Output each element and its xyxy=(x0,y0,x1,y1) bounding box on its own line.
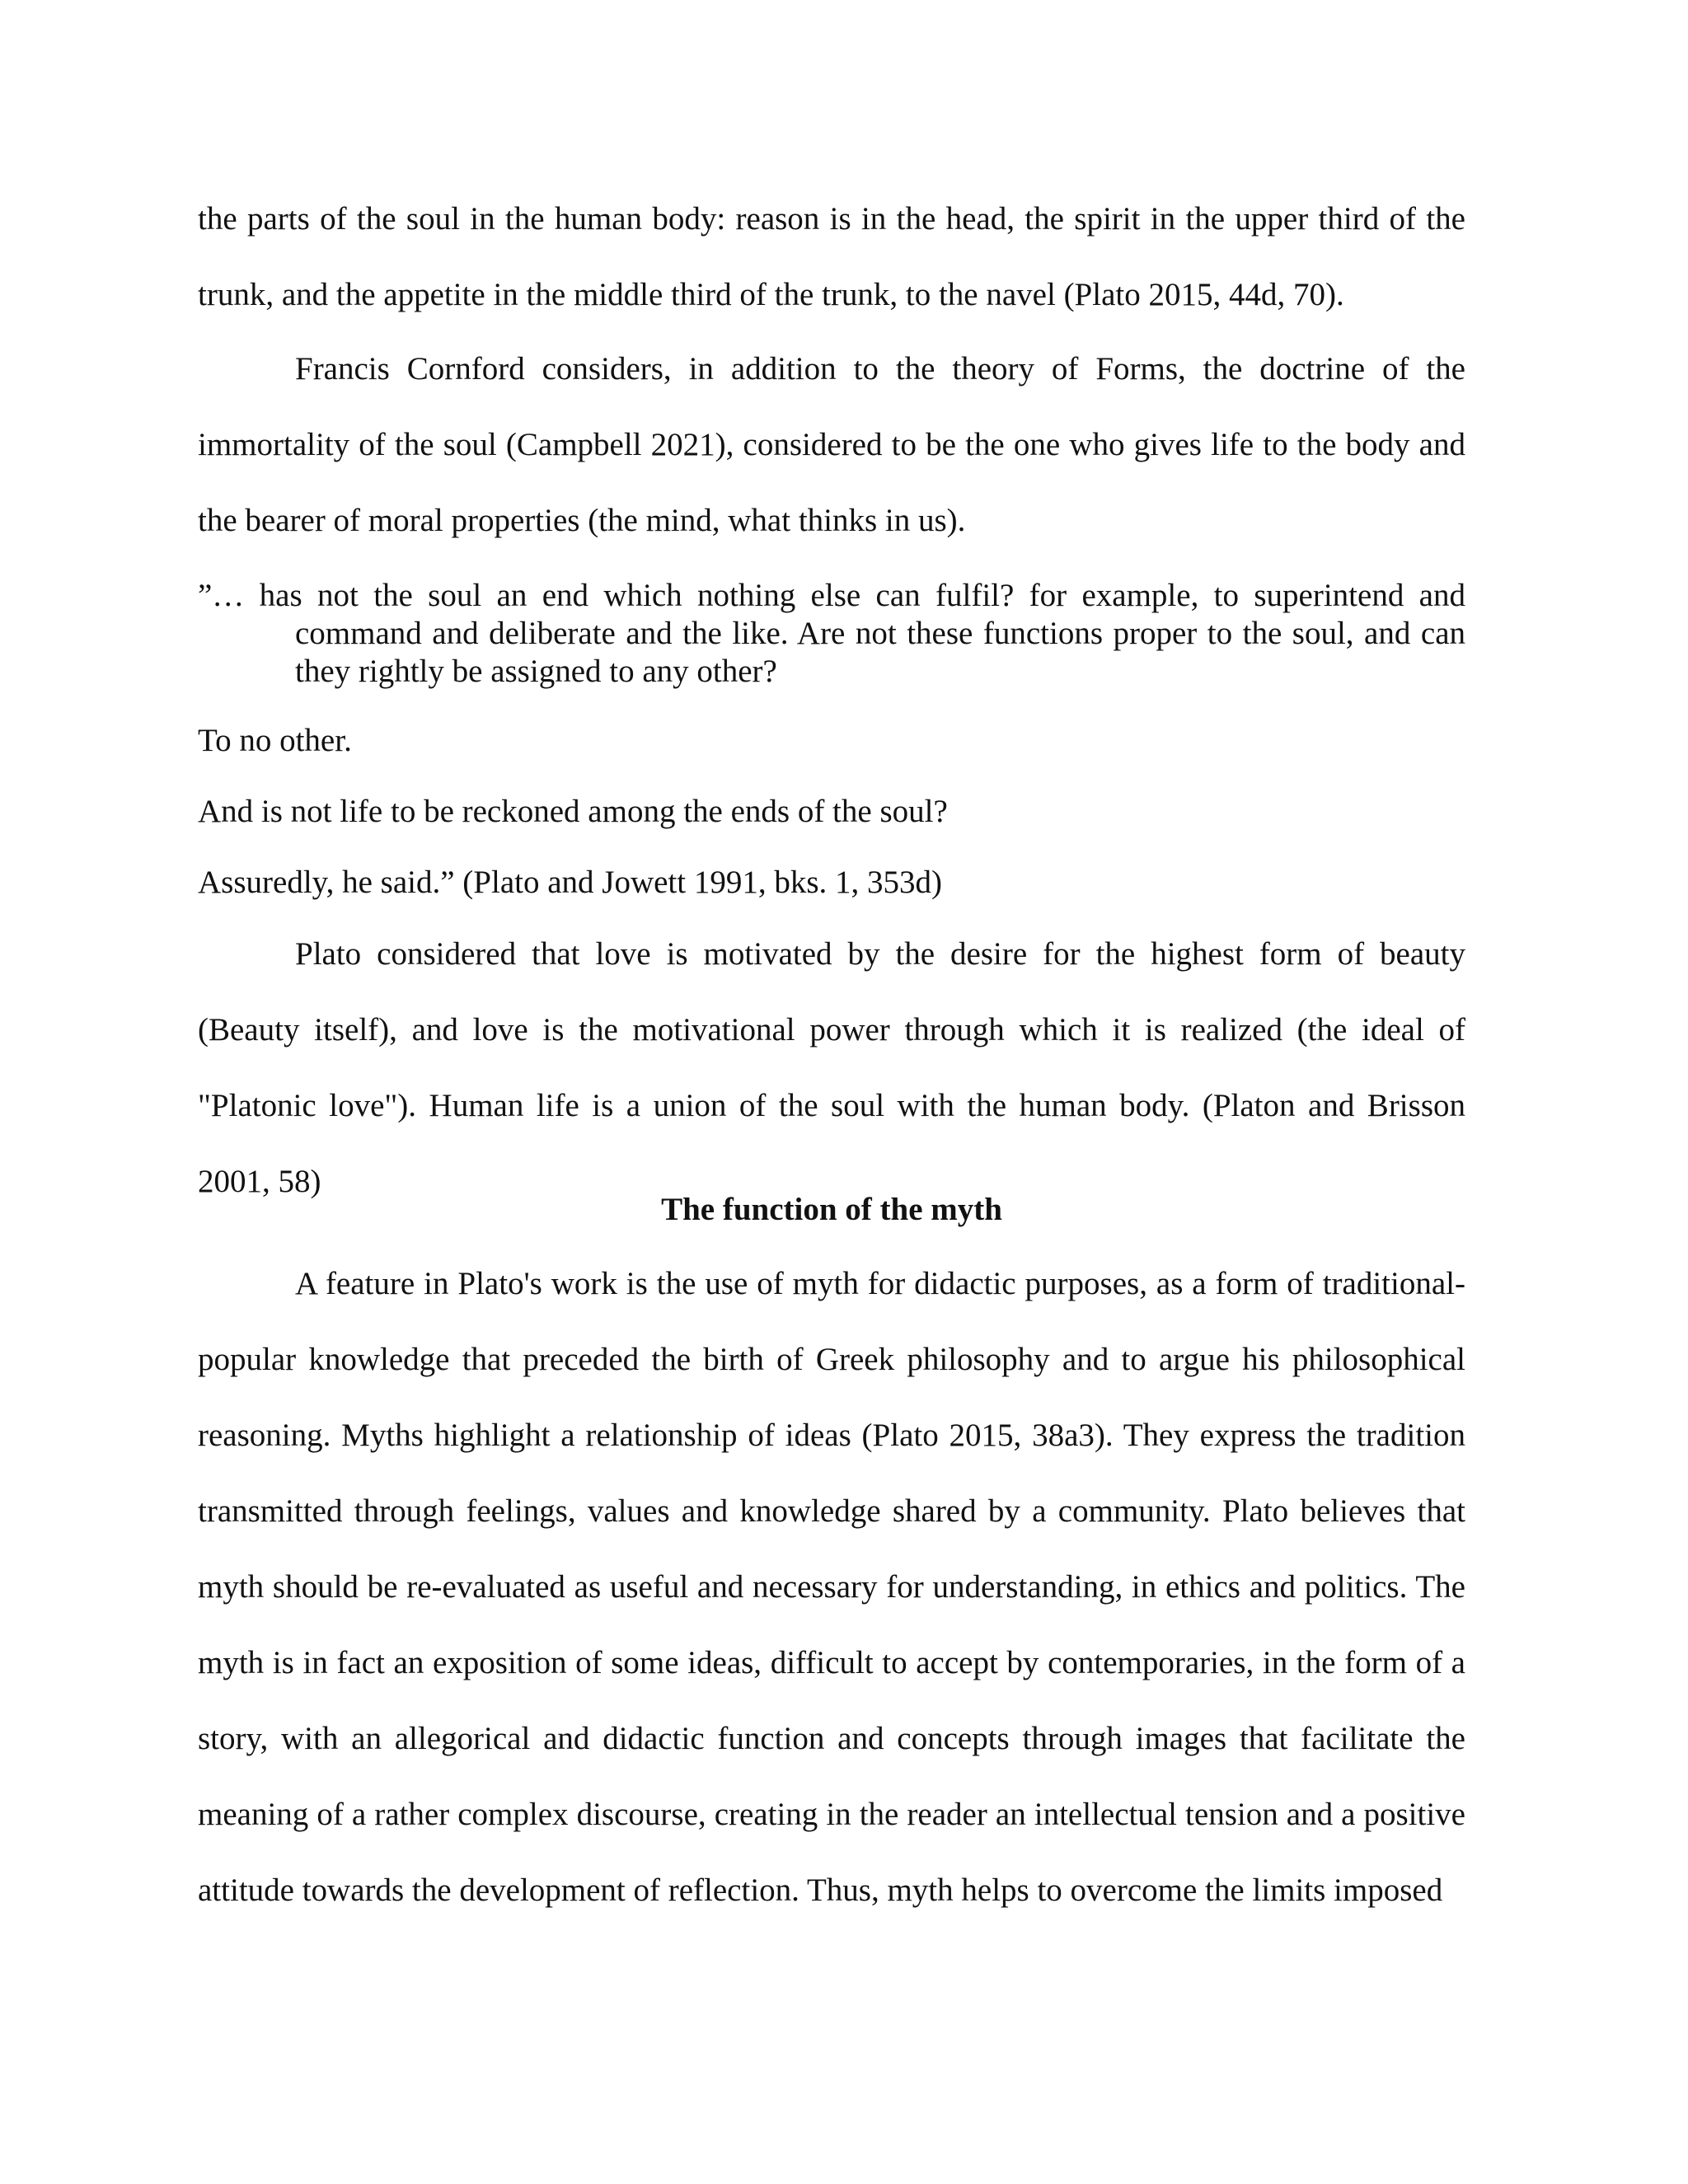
block-quote: ”… has not the soul an end which nothing else can fulfil? for example, to superintend and command and deliberate and the like. Are not these functions proper to the soul, and can they rightly be assigned to any other? xyxy=(198,578,1465,689)
paragraph-platonic-love: Plato considered that love is motivated by the desire for the highest form of beauty (Beauty itself), and love is the motivational power through which it is realized (the ideal of "Platonic love"). Human life is a union of the soul with the human body. (Platon and Brisson 2001, 58) xyxy=(198,936,1465,1199)
paragraph-soul-parts: the parts of the soul in the human body: reason is in the head, the spirit in the upper third of the trunk, and the appetite in the middle third of the trunk, to the navel (Plato 2015, 44d, 70). xyxy=(198,201,1465,312)
dialogue-line-3: Assuredly, he said.” (Plato and Jowett 1991, bks. 1, 353d) xyxy=(198,865,943,900)
paragraph-cornford: Francis Cornford considers, in addition to the theory of Forms, the doctrine of the immortality of the soul (Campbell 2021), considered to be the one who gives life to the body and the bearer of moral properties (the mind, what thinks in us). xyxy=(198,351,1465,538)
dialogue-line-1: To no other. xyxy=(198,723,352,758)
dialogue-line-2: And is not life to be reckoned among the ends of the soul? xyxy=(198,794,948,829)
paragraph-myth-function: A feature in Plato's work is the use of myth for didactic purposes, as a form of traditional-popular knowledge that preceded the birth of Greek philosophy and to argue his philosophical reasoning. Myths highlight a relationship of ideas (Plato 2015, 38a3). They express the tradition transmitted through feelings, values and knowledge shared by a community. Plato believes that myth should be re-evaluated as useful and necessary for understanding, in ethics and politics. The myth is in fact an exposition of some ideas, difficult to accept by contemporaries, in the form of a story, with an allegorical and didactic function and concepts through images that facilitate the meaning of a rather complex discourse, creating in the reader an intellectual tension and a positive attitude towards the development of reflection. Thus, myth helps to overcome the limits imposed xyxy=(198,1266,1465,1908)
section-heading: The function of the myth xyxy=(661,1192,1002,1227)
